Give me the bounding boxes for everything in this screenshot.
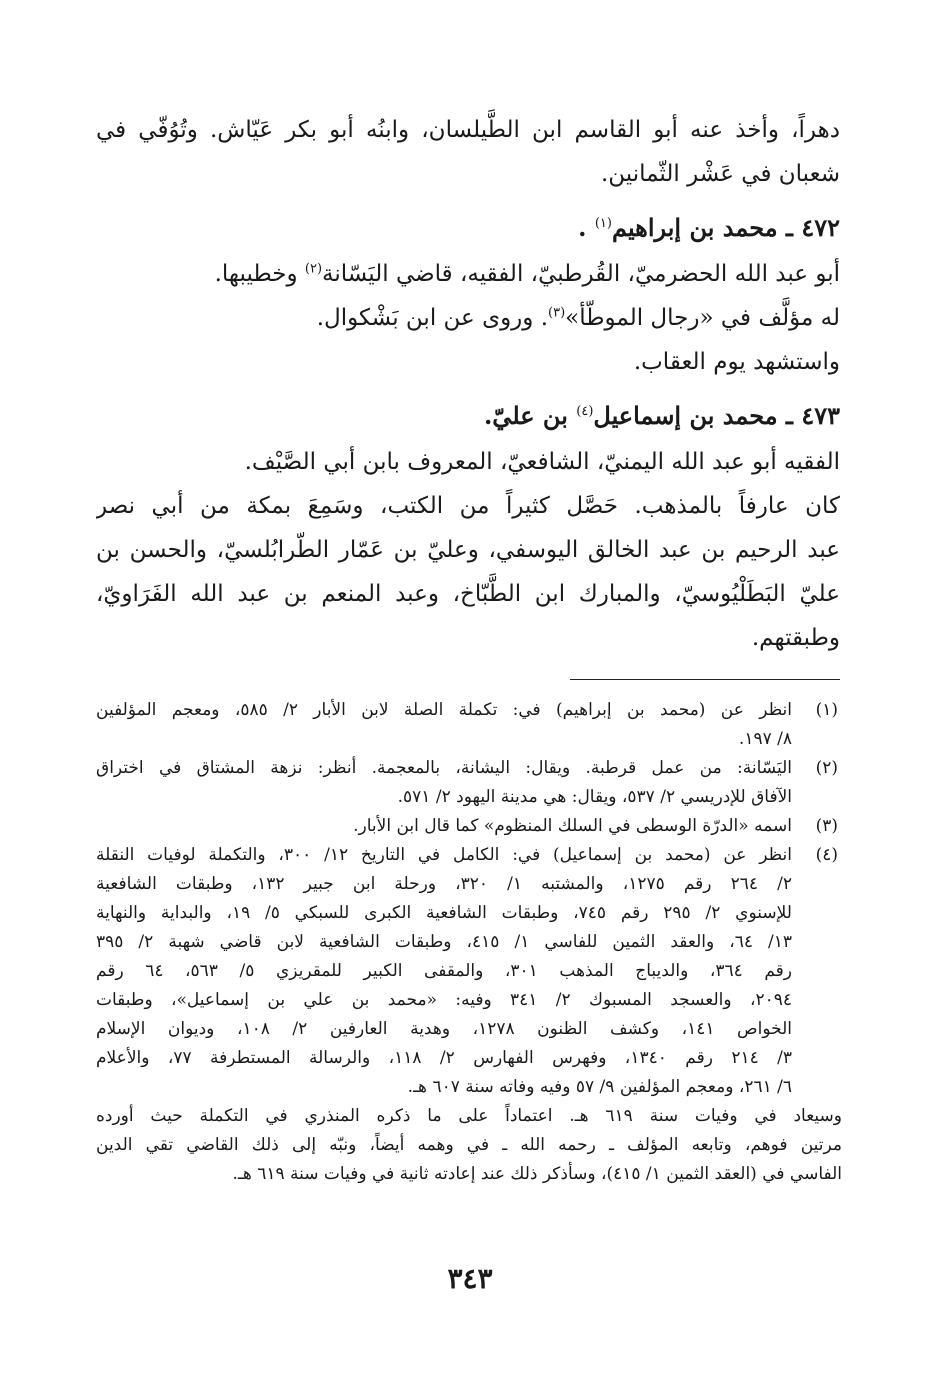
footnote-body — [96, 754, 792, 812]
footnote-line: رقم ٣٦٤، والديباج المذهب ٣٠١، والمقفى الكبير للمقريزي ٥/ ٥٦٣، ٦٤ رقم — [96, 961, 792, 981]
entry-heading-473 — [96, 392, 840, 440]
text-span: له مؤلَّف في «رجال الموطّأ» — [565, 305, 840, 331]
footnote-body — [96, 812, 792, 841]
footnote-line: اليَسّانة: من عمل قرطبة. ويقال: اليشانة، بالمعجمة. أنظر: نزهة المشتاق في اختراق — [96, 758, 792, 778]
text-line: وطبقتهم. — [751, 625, 840, 651]
footnote-line: الآفاق للإدريسي ٢/ ٥٣٧، ويقال: هي مدينة اليهود ٢/ ٥٧١. — [397, 787, 792, 807]
footnotes — [96, 696, 842, 1189]
footnote-line: ٨/ ١٩٧. — [738, 729, 792, 749]
footnote-line: ٢/ ٢٦٤ رقم ١٢٧٥، والمشتبه ١/ ٣٢٠، ورحلة ابن جبير ١٣٢، وطبقات الشافعية — [96, 874, 792, 894]
entry-title-end: . — [578, 213, 595, 242]
footnote-line: الخواص ١٤١، وكشف الظنون ١٢٧٨، وهدية العارفين ٢/ ١٠٨، وديوان الإسلام — [96, 1019, 792, 1039]
footnote-line: ٣/ ٢١٤ رقم ١٣٤٠، وفهرس الفهارس ٢/ ١١٨، والرسالة المستطرفة ٧٧، والأعلام — [96, 1048, 792, 1068]
footnote-ref: (٢) — [304, 261, 323, 277]
footnote-ref: (٤) — [576, 404, 594, 419]
editor-note-line: الفاسي في (العقد الثمين ١/ ٤١٥)، وسأذكر ذلك عند إعادته ثانية في وفيات سنة ٦١٩ هـ. — [232, 1164, 842, 1184]
editor-note-line: مرتين فوهم، وتابعه المؤلف ـ رحمه الله ـ في وهمه أيضاً، ونبّه إلى ذلك القاضي تقي الدين — [96, 1135, 842, 1155]
entry-title: ٤٧٣ ـ محمد بن إسماعيل — [593, 401, 840, 430]
editor-note — [96, 1102, 842, 1189]
text-line — [96, 296, 840, 340]
text-line: شعبان في عَشْر الثّمانين. — [600, 161, 840, 187]
page-number: ٣٤٣ — [447, 1262, 493, 1295]
text-span: وخطيبها. — [214, 261, 305, 287]
footnote-ref: (٣) — [548, 305, 566, 321]
main-text — [96, 108, 840, 660]
footnote-body — [96, 841, 792, 1102]
footnote — [96, 812, 842, 841]
footnote-line: للإسنوي ٢/ ٢٩٥ رقم ٧٤٥، وطبقات الشافعية الكبرى للسبكي ٥/ ١٩، والبداية والنهاية — [96, 903, 792, 923]
text-line: عبد الرحيم بن عبد الخالق اليوسفي، وعليّ بن عَمّار الطّرابُلسيّ، والحسن بن — [96, 537, 840, 563]
footnote-number: (١) — [815, 700, 838, 720]
text-span: . وروى عن ابن بَشْكوال. — [316, 305, 549, 331]
entry-heading-472 — [96, 204, 840, 252]
footnote-number: (٣) — [815, 816, 838, 836]
text-line: كان عارفاً بالمذهب. حَصَّل كثيراً من الكتب، وسَمِعَ بمكة من أبي نصر — [96, 493, 840, 519]
footnote-line: ١٣/ ٦٤، والعقد الثمين للفاسي ١/ ٤١٥، وطبقات الشافعية لابن قاضي شهبة ٢/ ٣٩٥ — [96, 932, 792, 952]
text-line — [96, 252, 840, 296]
footnote-number: (٤) — [815, 845, 838, 865]
editor-note-line: وسيعاد في وفيات سنة ٦١٩ هـ. اعتماداً على ما ذكره المنذري في التكملة حيث أورده — [96, 1106, 842, 1126]
footnote — [96, 841, 842, 1102]
entry-title-end: بن عليّ. — [483, 401, 577, 430]
text-line: الفقيه أبو عبد الله اليمنيّ، الشافعيّ، المعروف بابن أبي الصَّيْف. — [244, 449, 840, 475]
footnote-separator — [570, 679, 840, 680]
text-line: عليّ البَطَلْيُوسيّ، والمبارك ابن الطَّبّاخ، وعبد المنعم بن عبد الله الفَرَاويّ، — [96, 581, 840, 607]
footnote-line: انظر عن (محمد بن إسماعيل) في: الكامل في التاريخ ١٢/ ٣٠٠، والتكملة لوفيات النقلة — [96, 845, 792, 865]
text-line: دهراً، وأخذ عنه أبو القاسم ابن الطَّيلسان، وابنُه أبو بكر عَيّاش. وتُوُفّي في — [96, 117, 840, 143]
footnote-ref: (١) — [594, 216, 612, 231]
footnote-line: انظر عن (محمد بن إبراهيم) في: تكملة الصلة لابن الأبار ٢/ ٥٨٥، ومعجم المؤلفين — [96, 700, 792, 720]
footnote-number: (٢) — [815, 758, 838, 778]
entry-title: ٤٧٢ ـ محمد بن إبراهيم — [611, 213, 840, 242]
footnote-line: ٦/ ٢٦١، ومعجم المؤلفين ٩/ ٥٧ وفيه وفاته سنة ٦٠٧ هـ. — [407, 1077, 792, 1097]
footnote-body — [96, 696, 792, 754]
footnote-line: اسمه «الدرّة الوسطى في السلك المنظوم» كما قال ابن الأبار. — [353, 816, 792, 836]
footnote — [96, 696, 842, 754]
footnote — [96, 754, 842, 812]
footnote-line: ٢٠٩٤، والعسجد المسبوك ٢/ ٣٤١ وفيه: «محمد بن علي بن إسماعيل»، وطبقات — [96, 990, 792, 1010]
text-line: واستشهد يوم العقاب. — [633, 349, 840, 375]
text-span: أبو عبد الله الحضرميّ، القُرطبيّ، الفقيه، قاضي اليَسّانة — [322, 261, 840, 287]
